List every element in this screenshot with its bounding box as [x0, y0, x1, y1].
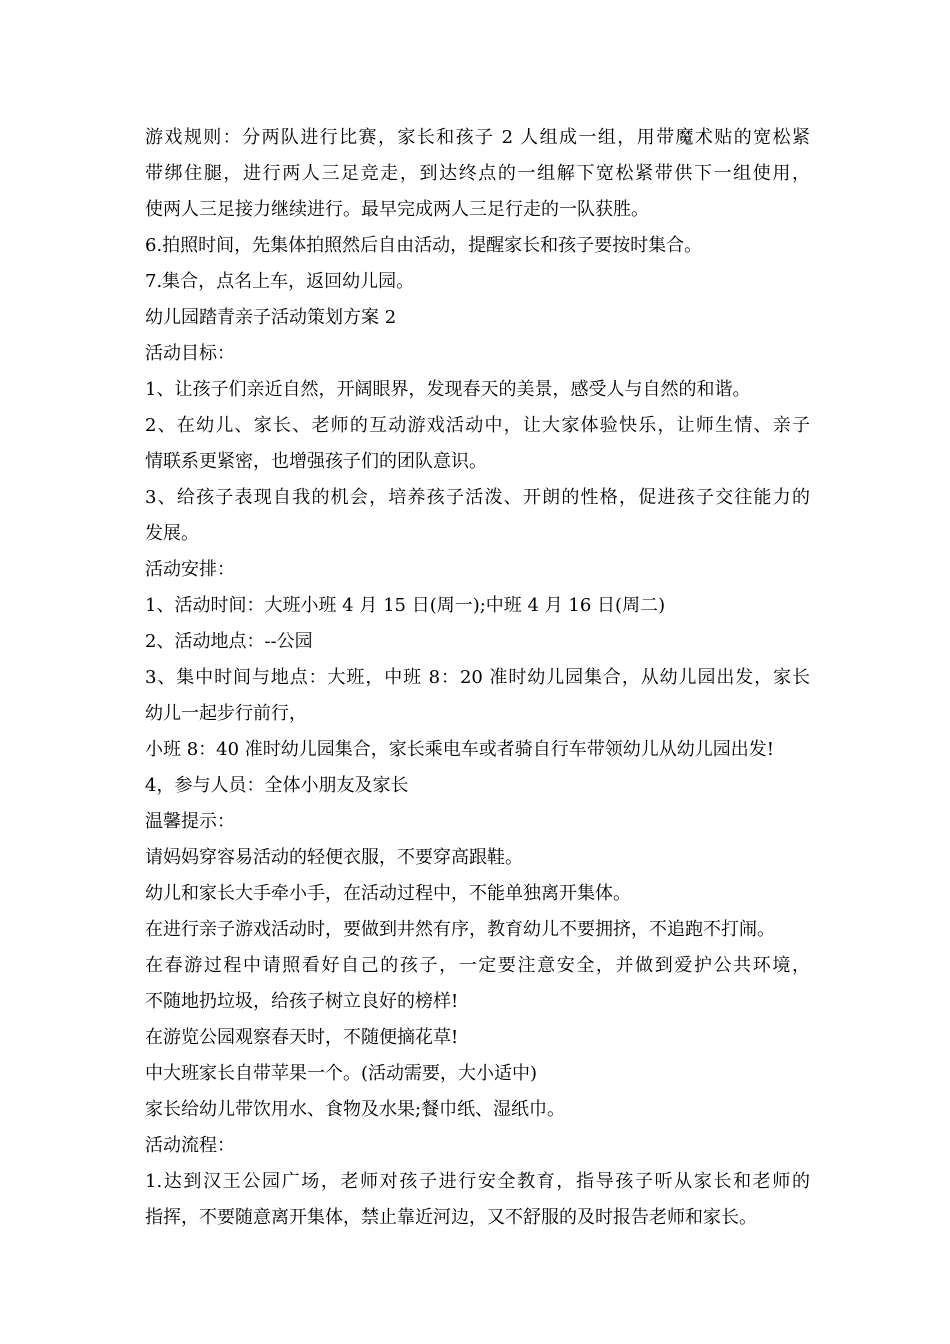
- list-item: 3、给孩子表现自我的机会，培养孩子活泼、开朗的性格，促进孩子交往能力的: [145, 487, 810, 508]
- list-item: 2、在幼儿、家长、老师的互动游戏活动中，让大家体验快乐，让师生情、亲子: [145, 415, 810, 436]
- paragraph-line: 6.拍照时间，先集体拍照然后自由活动，提醒家长和孩子要按时集合。: [145, 235, 703, 256]
- subheading: 活动目标：: [145, 343, 235, 364]
- list-item: 1、让孩子们亲近自然，开阔眼界，发现春天的美景，感受人与自然的和谐。: [145, 379, 751, 400]
- list-item: 4，参与人员：全体小朋友及家长: [145, 775, 409, 796]
- paragraph-line: 请妈妈穿容易活动的轻便衣服，不要穿高跟鞋。: [145, 847, 523, 868]
- list-item-continuation: 指挥，不要随意离开集体，禁止靠近河边，又不舒服的及时报告老师和家长。: [145, 1207, 757, 1228]
- section-heading: 幼儿园踏青亲子活动策划方案 2: [145, 307, 397, 328]
- list-item: 1.达到汉王公园广场，老师对孩子进行安全教育，指导孩子听从家长和老师的: [145, 1171, 810, 1192]
- list-item-continuation: 幼儿一起步行前行，: [145, 703, 307, 724]
- list-item-continuation: 发展。: [145, 523, 199, 544]
- paragraph-line: 不随地扔垃圾，给孩子树立良好的榜样!: [145, 991, 459, 1012]
- paragraph-line: 带绑住腿，进行两人三足竞走，到达终点的一组解下宽松紧带供下一组使用，: [145, 163, 810, 184]
- paragraph-line: 家长给幼儿带饮用水、食物及水果;餐巾纸、湿纸巾。: [145, 1099, 566, 1120]
- list-item: 2、活动地点：--公园: [145, 631, 313, 652]
- paragraph-line: 在游览公园观察春天时，不随便摘花草!: [145, 1027, 459, 1048]
- list-item-continuation: 情联系更紧密，也增强孩子们的团队意识。: [145, 451, 487, 472]
- paragraph-line: 小班 8：40 准时幼儿园集合，家长乘电车或者骑自行车带领幼儿从幼儿园出发!: [145, 739, 775, 760]
- subheading: 活动流程：: [145, 1135, 235, 1156]
- list-item: 3、集中时间与地点：大班，中班 8：20 准时幼儿园集合，从幼儿园出发，家长: [145, 667, 810, 688]
- paragraph-line: 在进行亲子游戏活动时，要做到井然有序，教育幼儿不要拥挤，不追跑不打闹。: [145, 919, 775, 940]
- paragraph-line: 在春游过程中请照看好自己的孩子，一定要注意安全，并做到爱护公共环境，: [145, 955, 810, 976]
- paragraph-line: 7.集合，点名上车，返回幼儿园。: [145, 271, 415, 292]
- paragraph-line: 幼儿和家长大手牵小手，在活动过程中，不能单独离开集体。: [145, 883, 631, 904]
- subheading: 温馨提示：: [145, 811, 235, 832]
- document-body: [145, 120, 810, 1236]
- paragraph-line: 使两人三足接力继续进行。最早完成两人三足行走的一队获胜。: [145, 199, 649, 220]
- list-item: 1、活动时间：大班小班 4 月 15 日(周一);中班 4 月 16 日(周二): [145, 595, 666, 616]
- paragraph-line: 中大班家长自带苹果一个。(活动需要，大小适中): [145, 1063, 538, 1084]
- paragraph-line: 游戏规则：分两队进行比赛，家长和孩子 2 人组成一组，用带魔术贴的宽松紧: [145, 127, 810, 148]
- subheading: 活动安排：: [145, 559, 235, 580]
